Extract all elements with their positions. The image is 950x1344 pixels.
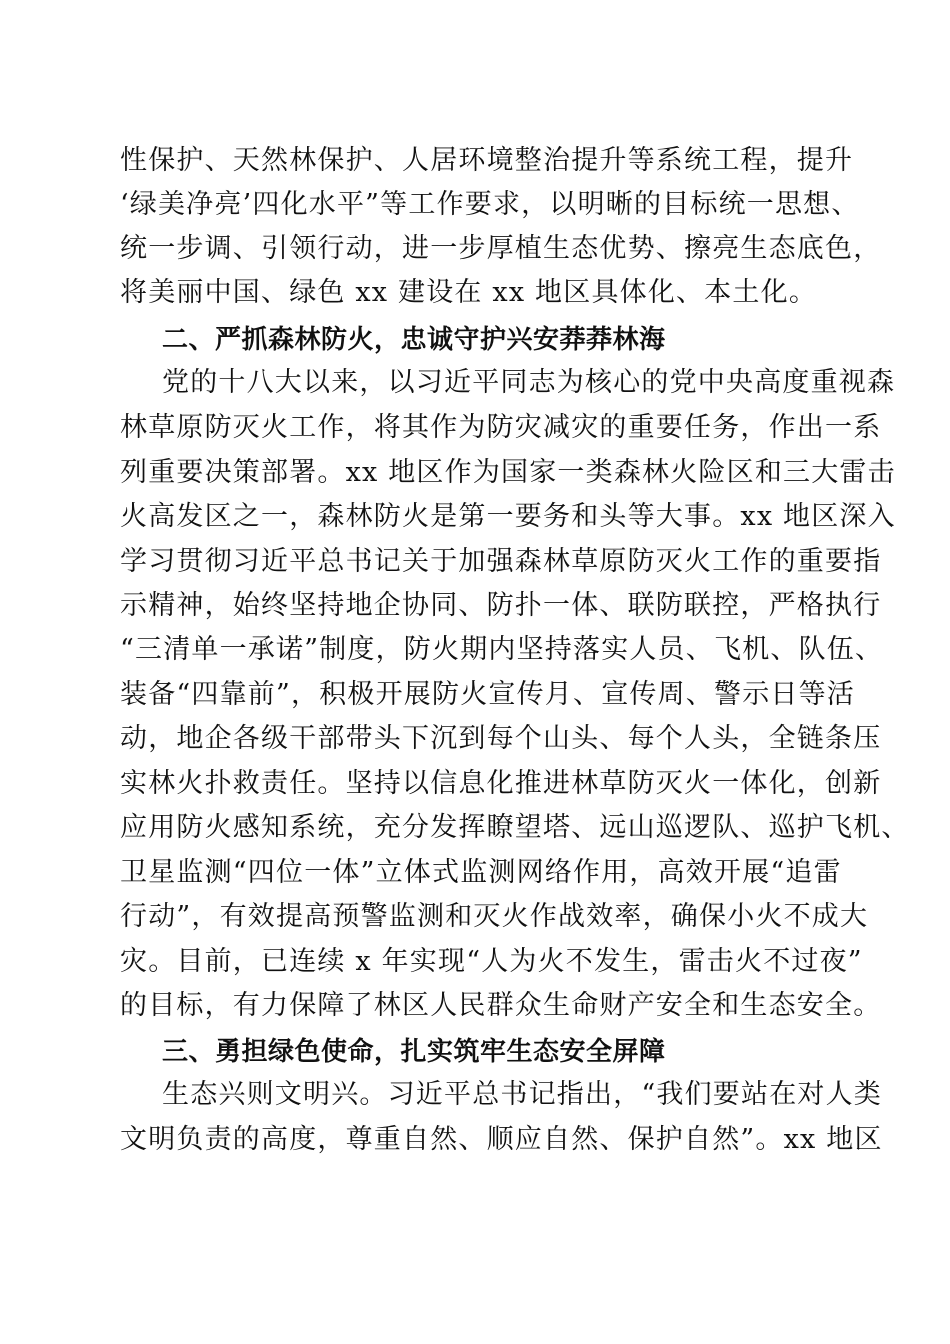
text-line: 装备“四靠前”，积极开展防火宣传月、宣传周、警示日等活 bbox=[120, 679, 856, 710]
section-heading-3: 三、勇担绿色使命，扎实筑牢生态安全屏障 bbox=[162, 1037, 666, 1067]
text-line: 行动”，有效提高预警监测和灭火作战效率，确保小火不成大 bbox=[120, 901, 869, 932]
text-line: “三清单一承诺”制度，防火期内坚持落实人员、飞机、队伍、 bbox=[120, 634, 884, 665]
text-line: 文明负责的高度，尊重自然、顺应自然、保护自然”。xx 地区 bbox=[120, 1124, 883, 1155]
text-line: 党的十八大以来，以习近平同志为核心的党中央高度重视森 bbox=[162, 367, 896, 398]
text-line: 将美丽中国、绿色 xx 建设在 xx 地区具体化、本土化。 bbox=[120, 277, 818, 308]
section-heading-2: 二、严抓森林防火，忠诚守护兴安莽莽林海 bbox=[162, 325, 666, 355]
text-line: 列重要决策部署。xx 地区作为国家一类森林火险区和三大雷击 bbox=[120, 457, 896, 488]
text-line: ‘绿美净亮’四化水平”等工作要求，以明晰的目标统一思想、 bbox=[120, 189, 860, 220]
text-line: 示精神，始终坚持地企协同、防扑一体、联防联控，严格执行 bbox=[120, 590, 882, 621]
text-line: 学习贯彻习近平总书记关于加强森林草原防灭火工作的重要指 bbox=[120, 546, 882, 577]
text-line: 的目标，有力保障了林区人民群众生命财产安全和生态安全。 bbox=[120, 990, 882, 1021]
text-line: 林草原防灭火工作，将其作为防灾减灾的重要任务，作出一系 bbox=[120, 412, 882, 443]
text-line: 动，地企各级干部带头下沉到每个山头、每个人头，全链条压 bbox=[120, 723, 882, 754]
text-line: 应用防火感知系统，充分发挥瞭望塔、远山巡逻队、巡护飞机、 bbox=[120, 812, 910, 843]
text-line: 卫星监测“四位一体”立体式监测网络作用，高效开展“追雷 bbox=[120, 857, 842, 888]
text-line: 统一步调、引领行动，进一步厚植生态优势、擦亮生态底色， bbox=[120, 233, 882, 264]
text-line: 性保护、天然林保护、人居环境整治提升等系统工程，提升 bbox=[120, 145, 854, 176]
text-line: 实林火扑救责任。坚持以信息化推进林草防灭火一体化，创新 bbox=[120, 768, 882, 799]
text-line: 生态兴则文明兴。习近平总书记指出，“我们要站在对人类 bbox=[162, 1079, 883, 1110]
text-line: 火高发区之一，森林防火是第一要务和头等大事。xx 地区深入 bbox=[120, 501, 896, 532]
text-line: 灾。目前，已连续 x 年实现“人为火不发生，雷击火不过夜” bbox=[120, 946, 863, 977]
